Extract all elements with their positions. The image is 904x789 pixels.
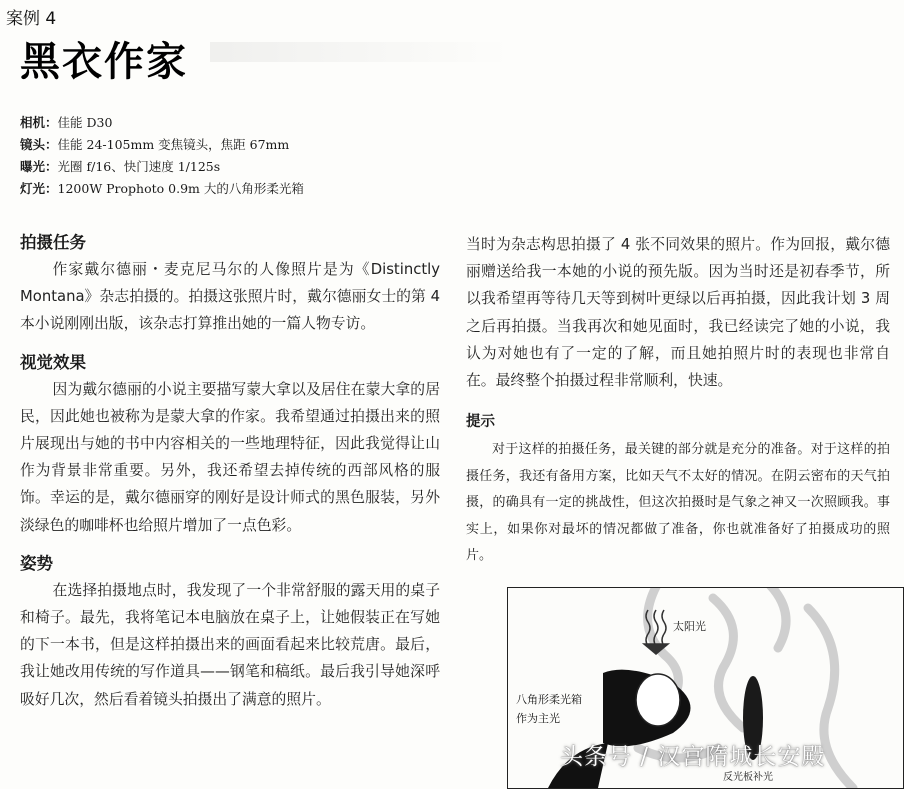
- spec-camera: [20, 112, 304, 134]
- spec-list: [20, 112, 304, 200]
- spec-key: 相机：: [20, 115, 58, 130]
- section-heading-visual: 视觉效果: [20, 352, 86, 372]
- tip-heading: 提示: [466, 414, 495, 431]
- section-heading-assignment: 拍摄任务: [20, 233, 86, 252]
- spec-value: 光圈 f/16、快门速度 1/125s: [57, 159, 221, 174]
- spec-value: 佳能 D30: [57, 115, 113, 130]
- right-column: [466, 231, 890, 570]
- section-gap: [20, 338, 440, 350]
- reflector-label: 反光板补光: [723, 772, 773, 783]
- softbox-label-line2: 作为主光: [516, 712, 560, 725]
- section-body-visual: 因为戴尔德丽的小说主要描写蒙大拿以及居住在蒙大拿的居民，因此她也被称为是蒙大拿的作家。我希望通过拍摄出来的照片展现出与她的书中内容相关的一些地理特征，因此我觉得让山作为背景非常重要。另外，我还希望去掉传统的西部风格的服饰。幸运的是，戴尔德丽穿的刚好是设计师式的黑色服装，另外淡绿色的咖啡杯也给照片增加了一点色彩。: [20, 380, 440, 534]
- sun-label: 太阳光: [673, 620, 706, 633]
- section-heading-pose: 姿势: [20, 553, 53, 573]
- softbox-label-line1: 八角形柔光箱: [516, 693, 582, 706]
- section-body-assignment: 作家戴尔德丽・麦克尼马尔的人像照片是为《Distinctly Montana》杂志拍摄的。拍摄这张照片时，戴尔德丽女士的第 4 本小说刚刚出版，该杂志打算推出她的一篇人物专访。: [20, 261, 440, 333]
- spec-key: 镜头：: [20, 137, 58, 152]
- case-label: 案例 4: [6, 9, 57, 29]
- spec-value: 1200W Prophoto 0.9m 大的八角形柔光箱: [57, 181, 304, 196]
- spec-lens: [20, 134, 304, 156]
- spec-key: 灯光：: [20, 181, 58, 196]
- spec-value: 佳能 24-105mm 变焦镜头，焦距 67mm: [57, 137, 290, 152]
- section-gap: [20, 539, 440, 551]
- continuation-text: 当时为杂志构思拍摄了 4 张不同效果的照片。作为回报，戴尔德丽赠送给我一本她的小说的预先版。因为当时还是初春季节，所以我希望再等待几天等到树叶更绿以后再拍摄，因此我计划 3 周之后再拍摄。当我再次和她见面时，我已经读完了她的小说，我认为对她也有了一定的了解，而且她拍照片时的表现也非常自在。最终整个拍摄过程非常顺利，快速。: [466, 236, 890, 390]
- tip-body: 对于这样的拍摄任务，最关键的部分就是充分的准备。对于这样的拍摄任务，我还有备用方案，比如天气不太好的情况。在阴云密布的天气拍摄，的确具有一定的挑战性，但这次拍摄时是气象之神又一次照顾我。事实上，如果你对最坏的情况都做了准备，你也就准备好了拍摄成功的照片。: [466, 442, 890, 564]
- source-watermark: 头条号 / 汉宫隋城长安殿: [560, 744, 826, 770]
- spec-exposure: [20, 156, 304, 178]
- title-ghost-decoration: [210, 42, 510, 62]
- section-body-pose: 在选择拍摄地点时，我发现了一个非常舒服的露天用的桌子和椅子。最先，我将笔记本电脑放在桌子上，让她假装正在写她的下一本书，但是这样拍摄出来的画面看起来比较荒唐。最后，我让她改用传统的写作道具——钢笔和稿纸。最后我引导她深呼吸好几次，然后看着镜头拍摄出了满意的照片。: [20, 581, 440, 708]
- left-column: [20, 230, 440, 713]
- spec-key: 曝光：: [20, 159, 58, 174]
- page-title: 黑衣作家: [20, 39, 188, 85]
- spec-lighting: [20, 178, 304, 200]
